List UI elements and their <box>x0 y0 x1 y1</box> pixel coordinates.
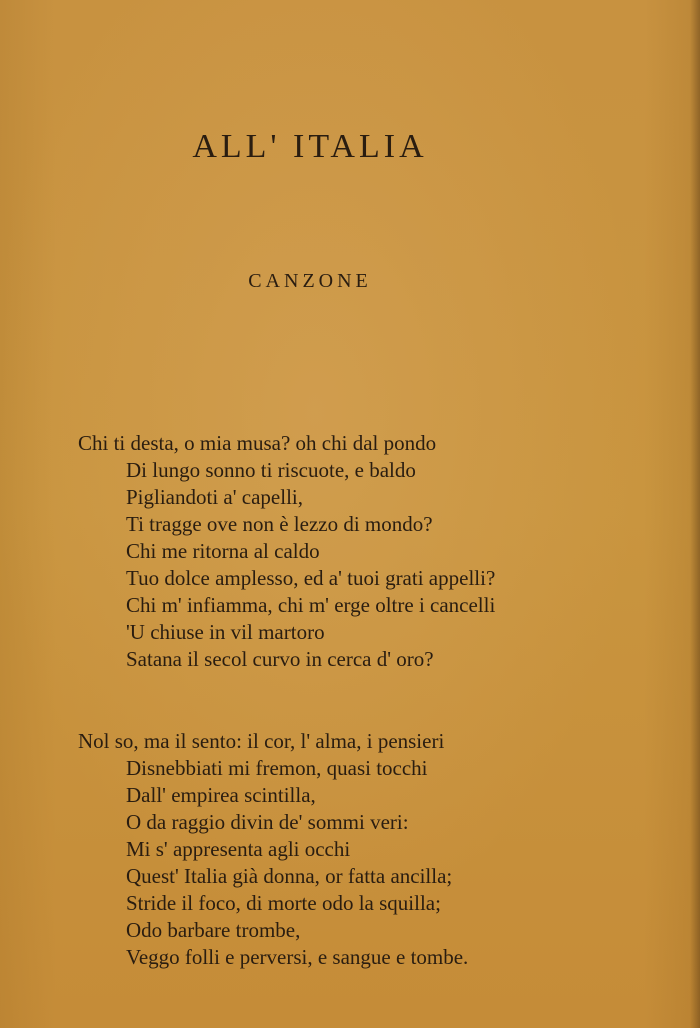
verse-line: Veggo folli e perversi, e sangue e tombe. <box>126 945 469 969</box>
poem-subtitle: CANZONE <box>248 270 372 292</box>
verse-line: Odo barbare trombe, <box>126 918 301 942</box>
verse-line: Chi m' infiamma, chi m' erge oltre i cancelli <box>126 593 496 617</box>
verse-line: Nol so, ma il sento: il cor, l' alma, i pensieri <box>78 729 445 753</box>
stanza-1 <box>78 430 578 673</box>
verse-line: Disnebbiati mi fremon, quasi tocchi <box>126 756 428 780</box>
verse-line: Dall' empirea scintilla, <box>126 783 316 807</box>
verse-line: Chi me ritorna al caldo <box>126 539 320 563</box>
page-edge-shadow <box>690 0 700 1028</box>
verse-line: Chi ti desta, o mia musa? oh chi dal pondo <box>78 431 437 455</box>
verse-line: Mi s' appresenta agli occhi <box>126 837 351 861</box>
verse-line: 'U chiuse in vil martoro <box>126 620 325 644</box>
poem-title: ALL' ITALIA <box>192 128 428 165</box>
verse-line: Pigliandoti a' capelli, <box>126 485 303 509</box>
verse-line: Satana il secol curvo in cerca d' oro? <box>126 647 434 671</box>
verse-line: Quest' Italia già donna, or fatta ancilla; <box>126 864 453 888</box>
verse-line: Stride il foco, di morte odo la squilla; <box>126 891 441 915</box>
verse-line: Ti tragge ove non è lezzo di mondo? <box>126 512 433 536</box>
verse-line: Tuo dolce amplesso, ed a' tuoi grati appelli? <box>126 566 496 590</box>
verse-line: Di lungo sonno ti riscuote, e baldo <box>126 458 416 482</box>
verse-line: O da raggio divin de' sommi veri: <box>126 810 409 834</box>
stanza-2 <box>78 728 578 971</box>
